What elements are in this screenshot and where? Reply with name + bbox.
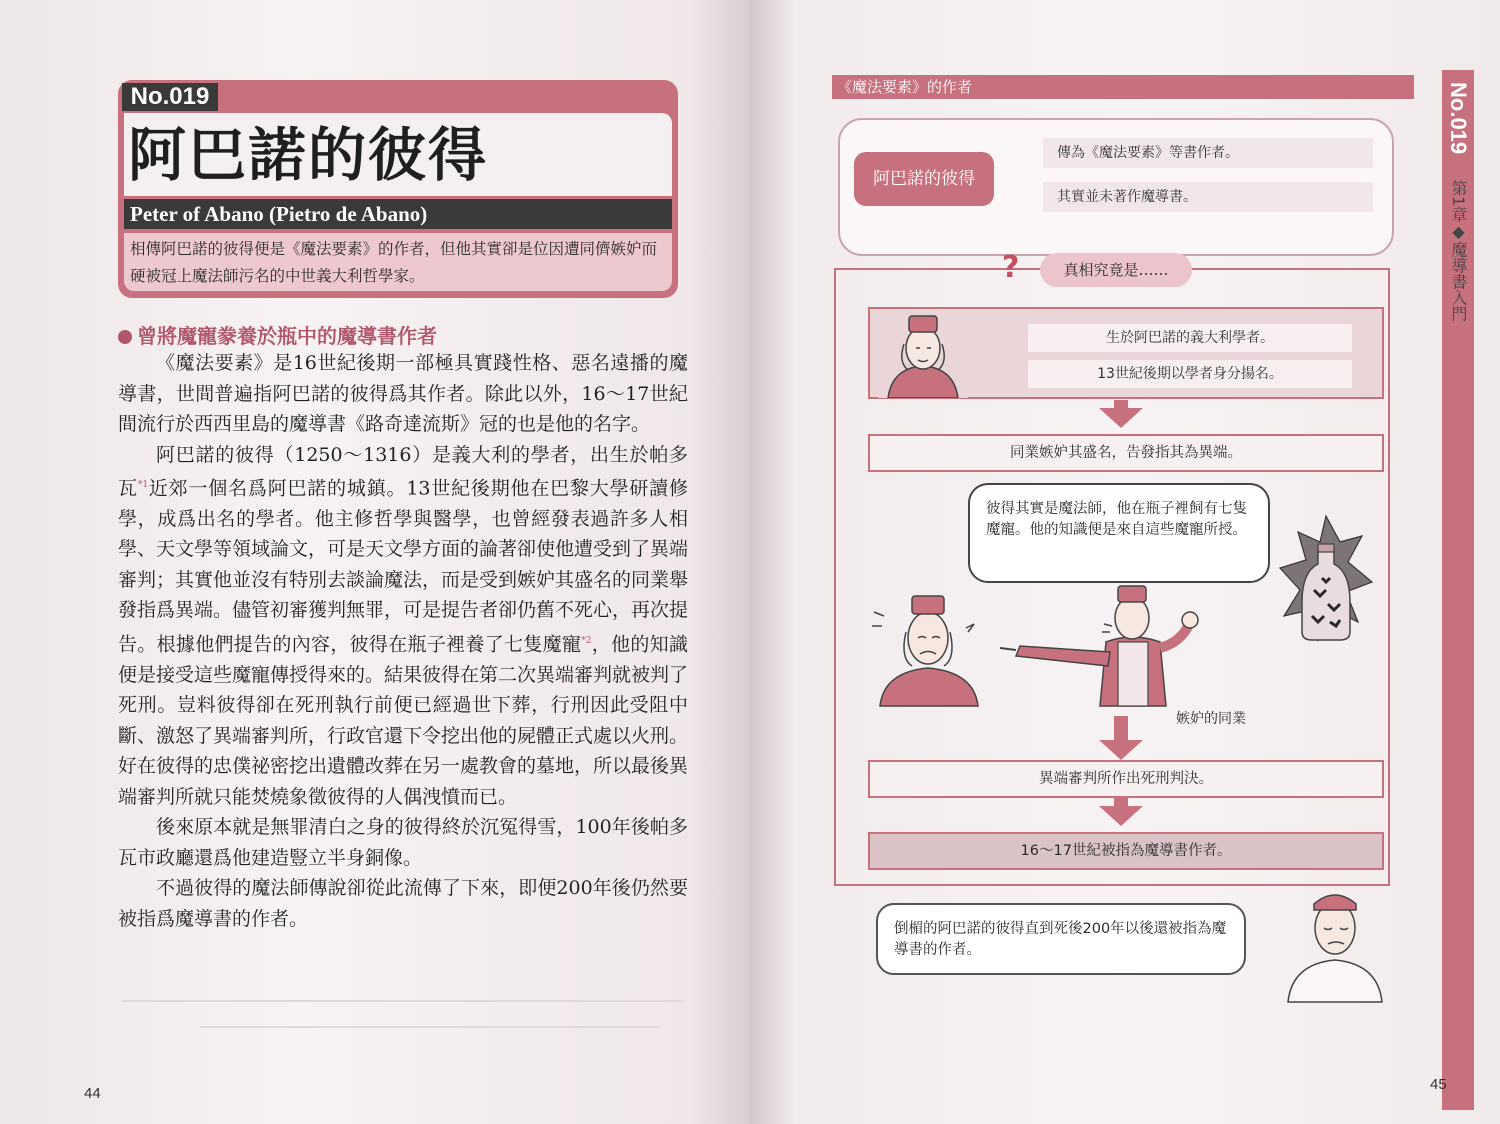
claim-item: 其實並未著作魔導書。 (1043, 182, 1373, 212)
closing-bubble: 倒楣的阿巴諾的彼得直到死後200年以後還被指為魔導書的作者。 (876, 903, 1246, 975)
diagram-banner: 《魔法要素》的作者 (832, 75, 1414, 99)
step-legacy: 16～17世紀被指為魔導書作者。 (868, 832, 1384, 870)
down-arrow-icon (1099, 740, 1143, 760)
fact-item: 13世紀後期以學者身分揚名。 (1028, 360, 1352, 388)
section-heading-text: 曾將魔寵豢養於瓶中的魔導書作者 (137, 324, 437, 348)
entry-number: No.019 (122, 83, 218, 111)
paragraph: 不過彼得的魔法師傳說卻從此流傳了下來，即便200年後仍然要被指爲魔導書的作者。 (118, 877, 688, 930)
question-mark-icon: ? (1002, 250, 1020, 285)
footnote-marker: *2 (581, 635, 592, 646)
paragraph (118, 440, 688, 813)
sad-man-illustration (1280, 884, 1390, 1004)
subject-name: 阿巴諾的彼得 (854, 152, 994, 206)
down-arrow-icon (1099, 806, 1143, 826)
page-number: 45 (1430, 1076, 1447, 1093)
page-title: 阿巴諾的彼得 (128, 121, 489, 189)
footnote-marker: *1 (137, 480, 149, 490)
paragraph: 《魔法要素》是16世紀後期一部極具實踐性格、惡名遠播的魔導書，世間普遍指阿巴諾的彼得爲其作者。除此以外，16～17世紀間流行於西西里島的魔導書《路奇達流斯》冠的也是他的名字。 (118, 352, 688, 435)
question-pill: 真相究竟是…… (1040, 253, 1192, 287)
scholar-portrait-illustration (878, 312, 968, 398)
chapter-label: 第1章◆魔導書入門 (1449, 180, 1468, 322)
paragraph-text: ，他的知識便是接受這些魔寵傳授得來的。結果彼得在第二次異端審判就被判了死刑。豈料彼得卻在死刑執行前便已經過世下葬，行刑因此受阻中斷、激怒了異端審判所，行政官還下令挖出他的屍體正式處以火刑。好在彼得的忠僕祕密挖出遺體改葬在另一處教會的墓地，所以最後異端審判所就只能焚燒象徵彼得的人偶洩憤而已。 (118, 633, 689, 808)
down-arrow-icon (1099, 408, 1143, 428)
fact-item: 生於阿巴諾的義大利學者。 (1028, 324, 1352, 352)
show-through-line (200, 1026, 660, 1028)
right-page (750, 0, 1500, 1124)
accusation-scene-illustration (870, 582, 1290, 708)
speech-bubble: 彼得其實是魔法師，他在瓶子裡飼有七隻魔寵。他的知識便是來自這些魔寵所授。 (968, 483, 1270, 583)
side-entry-number: No.019 (1446, 82, 1471, 155)
bullet-dot-icon (118, 330, 132, 344)
step-sentence: 異端審判所作出死刑判決。 (868, 760, 1384, 798)
accuser-caption: 嫉妒的同業 (1176, 711, 1246, 727)
body-text (118, 348, 688, 934)
step-accusation: 同業嫉妒其盛名，告發指其為異端。 (868, 434, 1384, 472)
accusing-colleague-illustration (1000, 586, 1198, 706)
claim-item: 傳為《魔法要素》等書作者。 (1043, 138, 1373, 168)
summary-box: 相傳阿巴諾的彼得便是《魔法要素》的作者，但他其實卻是位因遭同儕嫉妒而硬被冠上魔法師污名的中世義大利哲學家。 (124, 233, 672, 291)
worried-peter-illustration (872, 596, 978, 706)
paragraph-text: 近郊一個名爲阿巴諾的城鎮。13世紀後期他在巴黎大學研讀修學，成爲出名的學者。他主修哲學與醫學，也曾經發表過許多人相學、天文學等領域論文，可是天文學方面的論著卻使他遭受到了異端審判；其實他並沒有特別去談論魔法，而是受到嫉妒其盛名的同業舉發指爲異端。儘管初審獲判無罪，可是提告者卻仍舊不死心，再次提告。根據他們提告的內容，彼得在瓶子裡養了七隻魔寵 (118, 477, 689, 656)
english-subtitle: Peter of Abano (Pietro de Abano) (124, 199, 672, 229)
arrow-stem (1114, 716, 1128, 742)
paragraph: 後來原本就是無罪清白之身的彼得終於沉冤得雪，100年後帕多瓦市政廳還爲他建造豎立半身銅像。 (118, 816, 688, 869)
show-through-line (122, 1000, 682, 1002)
page-number: 44 (84, 1085, 101, 1102)
section-heading (118, 320, 437, 349)
paragraph-text: 阿巴諾的彼得（1250～1316）是義大利的學者，出生於帕多瓦 (118, 443, 688, 500)
bottle-with-familiars-illustration (1278, 512, 1374, 652)
